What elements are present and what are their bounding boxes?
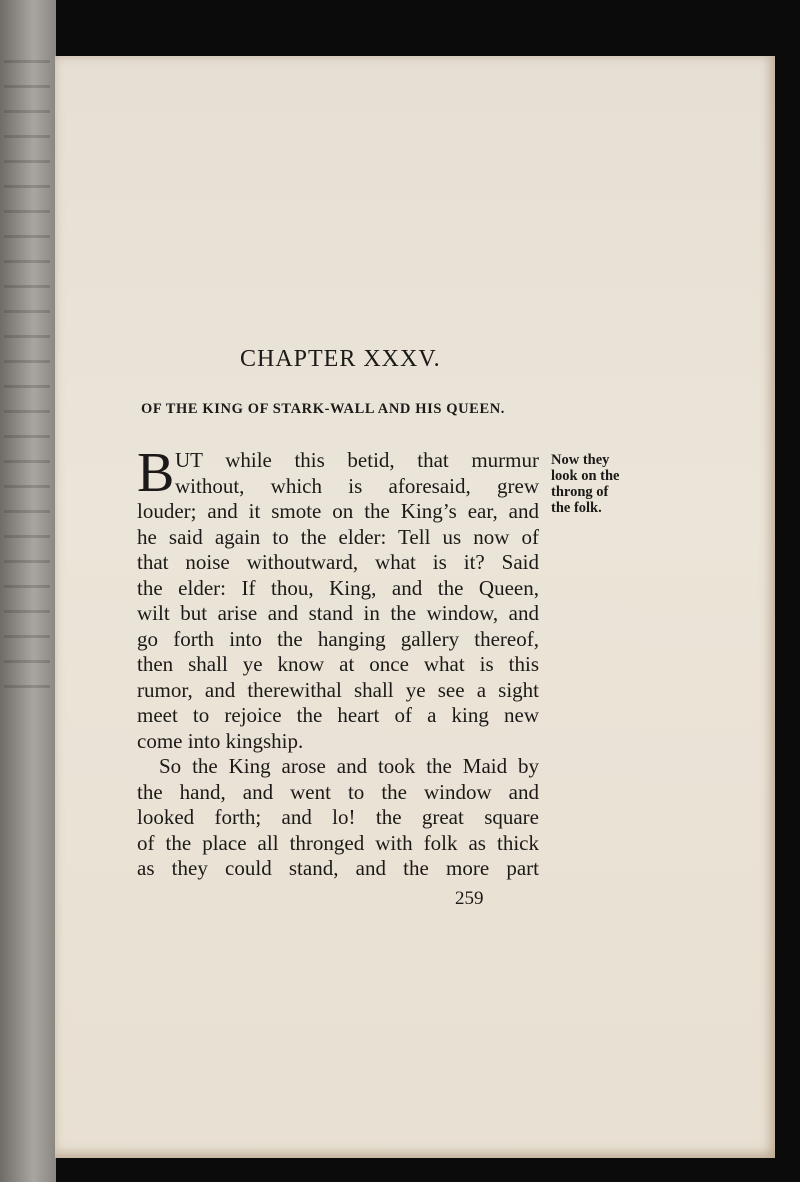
text-line: UT while this betid, that murmur: [175, 448, 539, 472]
margin-note-line: Now they: [551, 452, 610, 468]
text-line: the hand, and went to the window and: [137, 779, 539, 804]
adjacent-page-text: [4, 60, 50, 700]
text-line: louder; and it smote on the King’s ear, and: [137, 499, 539, 523]
text-line: of the place all thronged with folk as thick: [137, 830, 539, 855]
drop-cap: B: [137, 442, 175, 504]
chapter-subtitle: OF THE KING OF STARK-WALL AND HIS QUEEN.: [141, 401, 506, 417]
margin-note-line: look on the: [551, 468, 620, 484]
text-line: So the King arose and took the Maid by: [159, 754, 539, 778]
text-line: meet to rejoice the heart of a king new: [137, 703, 539, 727]
text-line: looked forth; and lo! the great square: [137, 805, 539, 829]
margin-note-line: throng of: [551, 484, 609, 500]
chapter-title: CHAPTER XXXV.: [240, 346, 441, 372]
text-line: wilt but arise and stand in the window, and: [137, 601, 539, 625]
page-number: 259: [455, 888, 484, 909]
text-line: the elder: If thou, King, and the Queen,: [137, 575, 539, 600]
text-line: rumor, and therewithal shall ye see a sight: [137, 677, 539, 702]
margin-note: [551, 452, 620, 516]
text-line: he said again to the elder: Tell us now of: [137, 524, 539, 549]
text-line: that noise withoutward, what is it? Said: [137, 550, 539, 574]
margin-note-line: the folk.: [551, 500, 602, 516]
text-line: come into kingship.: [137, 728, 304, 753]
text-line: go forth into the hanging gallery thereof,: [137, 626, 539, 651]
text-line: as they could stand, and the more part: [137, 856, 539, 880]
text-line: without, which is aforesaid, grew: [175, 473, 539, 498]
adjacent-page: [0, 0, 56, 1182]
text-line: then shall ye know at once what is this: [137, 652, 539, 676]
body-text: [137, 442, 539, 882]
